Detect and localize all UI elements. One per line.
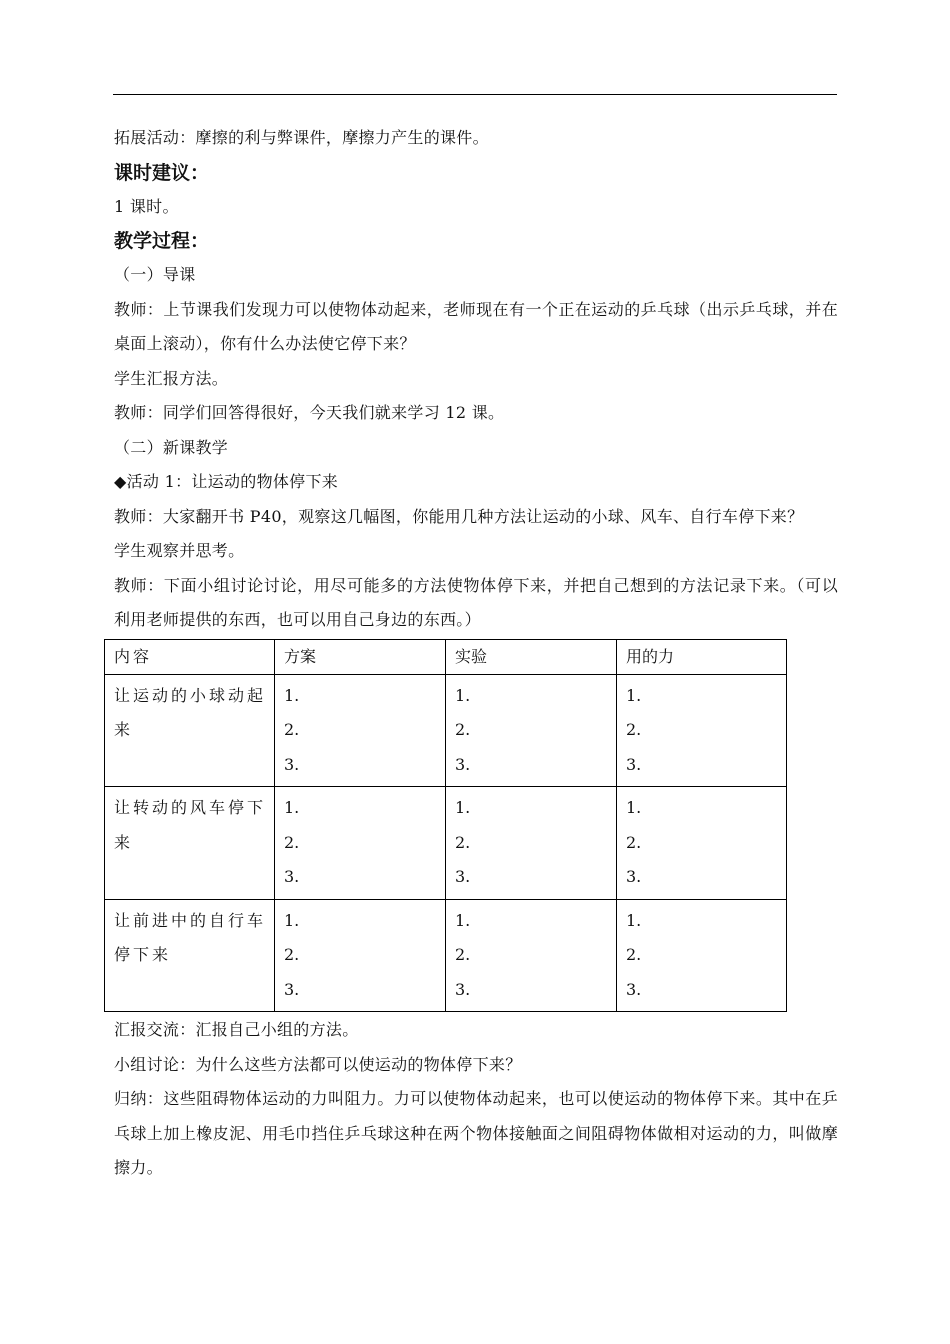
header-rule bbox=[113, 94, 837, 95]
table-header-cell: 方案 bbox=[275, 639, 446, 674]
activity-table bbox=[104, 639, 787, 1013]
heading-teaching-process: 教学过程： bbox=[114, 230, 210, 252]
plan-cell bbox=[275, 899, 446, 1012]
list-item: 3. bbox=[455, 867, 471, 886]
list-item: 1. bbox=[284, 910, 300, 930]
list-item: 3. bbox=[284, 754, 300, 774]
list-item: 1. bbox=[284, 685, 300, 705]
table-header-row bbox=[105, 639, 787, 674]
table-row bbox=[105, 674, 787, 787]
part1-para1: 教师：上节课我们发现力可以使物体动起来，老师现在有一个正在运动的乒乓球（出示乒乓球，并在桌面上滚动），你有什么办法使它停下来？ bbox=[114, 299, 838, 353]
part2-para3: 教师：下面小组讨论讨论，用尽可能多的方法使物体停下来，并把自己想到的方法记录下来。（可以利用老师提供的东西，也可以用自己身边的东西。） bbox=[114, 575, 838, 629]
list-item: 3. bbox=[626, 867, 642, 886]
experiment-cell bbox=[446, 674, 617, 787]
part1-para2: 学生汇报方法。 bbox=[114, 368, 229, 388]
force-cell bbox=[617, 899, 787, 1012]
plan-cell bbox=[275, 787, 446, 900]
list-item: 1. bbox=[626, 910, 642, 930]
list-item: 1. bbox=[284, 798, 300, 817]
list-item: 1. bbox=[455, 685, 471, 705]
list-item: 3. bbox=[455, 979, 471, 999]
part2-para2: 学生观察并思考。 bbox=[114, 541, 245, 560]
plan-cell bbox=[275, 674, 446, 787]
list-item: 1. bbox=[455, 910, 471, 930]
list-item: 3. bbox=[626, 979, 642, 999]
experiment-cell bbox=[446, 787, 617, 900]
list-item: 2. bbox=[626, 832, 642, 852]
part1-title: （一）导课 bbox=[114, 265, 196, 284]
heading-time-suggestion: 课时建议： bbox=[114, 161, 210, 184]
force-cell bbox=[617, 787, 787, 900]
row-label: 让运动的小球动起来 bbox=[105, 674, 275, 787]
list-item: 3. bbox=[455, 754, 471, 774]
list-item: 2. bbox=[626, 945, 642, 964]
intro-line: 拓展活动：摩擦的利与弊课件，摩擦力产生的课件。 bbox=[114, 128, 489, 147]
list-item: 2. bbox=[626, 720, 642, 739]
group-discussion: 小组讨论：为什么这些方法都可以使运动的物体停下来？ bbox=[114, 1054, 522, 1074]
part1-para3: 教师：同学们回答得很好，今天我们就来学习 12 课。 bbox=[114, 403, 505, 422]
part2-para1: 教师：大家翻开书 P40，观察这几幅图，你能用几种方法让运动的小球、风车、自行车停下来？ bbox=[114, 506, 804, 526]
list-item: 3. bbox=[284, 979, 300, 999]
list-item: 2. bbox=[455, 945, 471, 964]
table-header-cell: 实验 bbox=[446, 639, 617, 674]
list-item: 2. bbox=[455, 832, 471, 852]
summary-paragraph: 归纳：这些阻碍物体运动的力叫阻力。力可以使物体动起来，也可以使运动的物体停下来。其中在乒乓球上加上橡皮泥、用毛巾挡住乒乓球这种在两个物体接触面之间阻碍物体做相对运动的力，叫做摩擦力。 bbox=[114, 1089, 838, 1177]
list-item: 2. bbox=[455, 720, 471, 739]
row-label: 让转动的风车停下来 bbox=[105, 787, 275, 900]
force-cell bbox=[617, 674, 787, 787]
list-item: 2. bbox=[284, 945, 300, 964]
list-item: 1. bbox=[626, 685, 642, 705]
activity-1-title: ◆活动 1：让运动的物体停下来 bbox=[114, 472, 339, 491]
time-suggestion-text: 1 课时。 bbox=[114, 196, 179, 216]
row-label: 让前进中的自行车停下来 bbox=[105, 899, 275, 1012]
list-item: 1. bbox=[455, 798, 471, 817]
table-header-cell: 用的力 bbox=[617, 639, 787, 674]
report-exchange: 汇报交流：汇报自己小组的方法。 bbox=[114, 1020, 359, 1039]
list-item: 2. bbox=[284, 720, 300, 739]
list-item: 2. bbox=[284, 832, 300, 852]
table-row bbox=[105, 899, 787, 1012]
list-item: 3. bbox=[626, 754, 642, 774]
table-row bbox=[105, 787, 787, 900]
list-item: 1. bbox=[626, 798, 642, 817]
list-item: 3. bbox=[284, 867, 300, 886]
document-body bbox=[114, 121, 838, 1186]
part2-title: （二）新课教学 bbox=[114, 437, 229, 457]
experiment-cell bbox=[446, 899, 617, 1012]
table-header-cell: 内容 bbox=[105, 639, 275, 674]
